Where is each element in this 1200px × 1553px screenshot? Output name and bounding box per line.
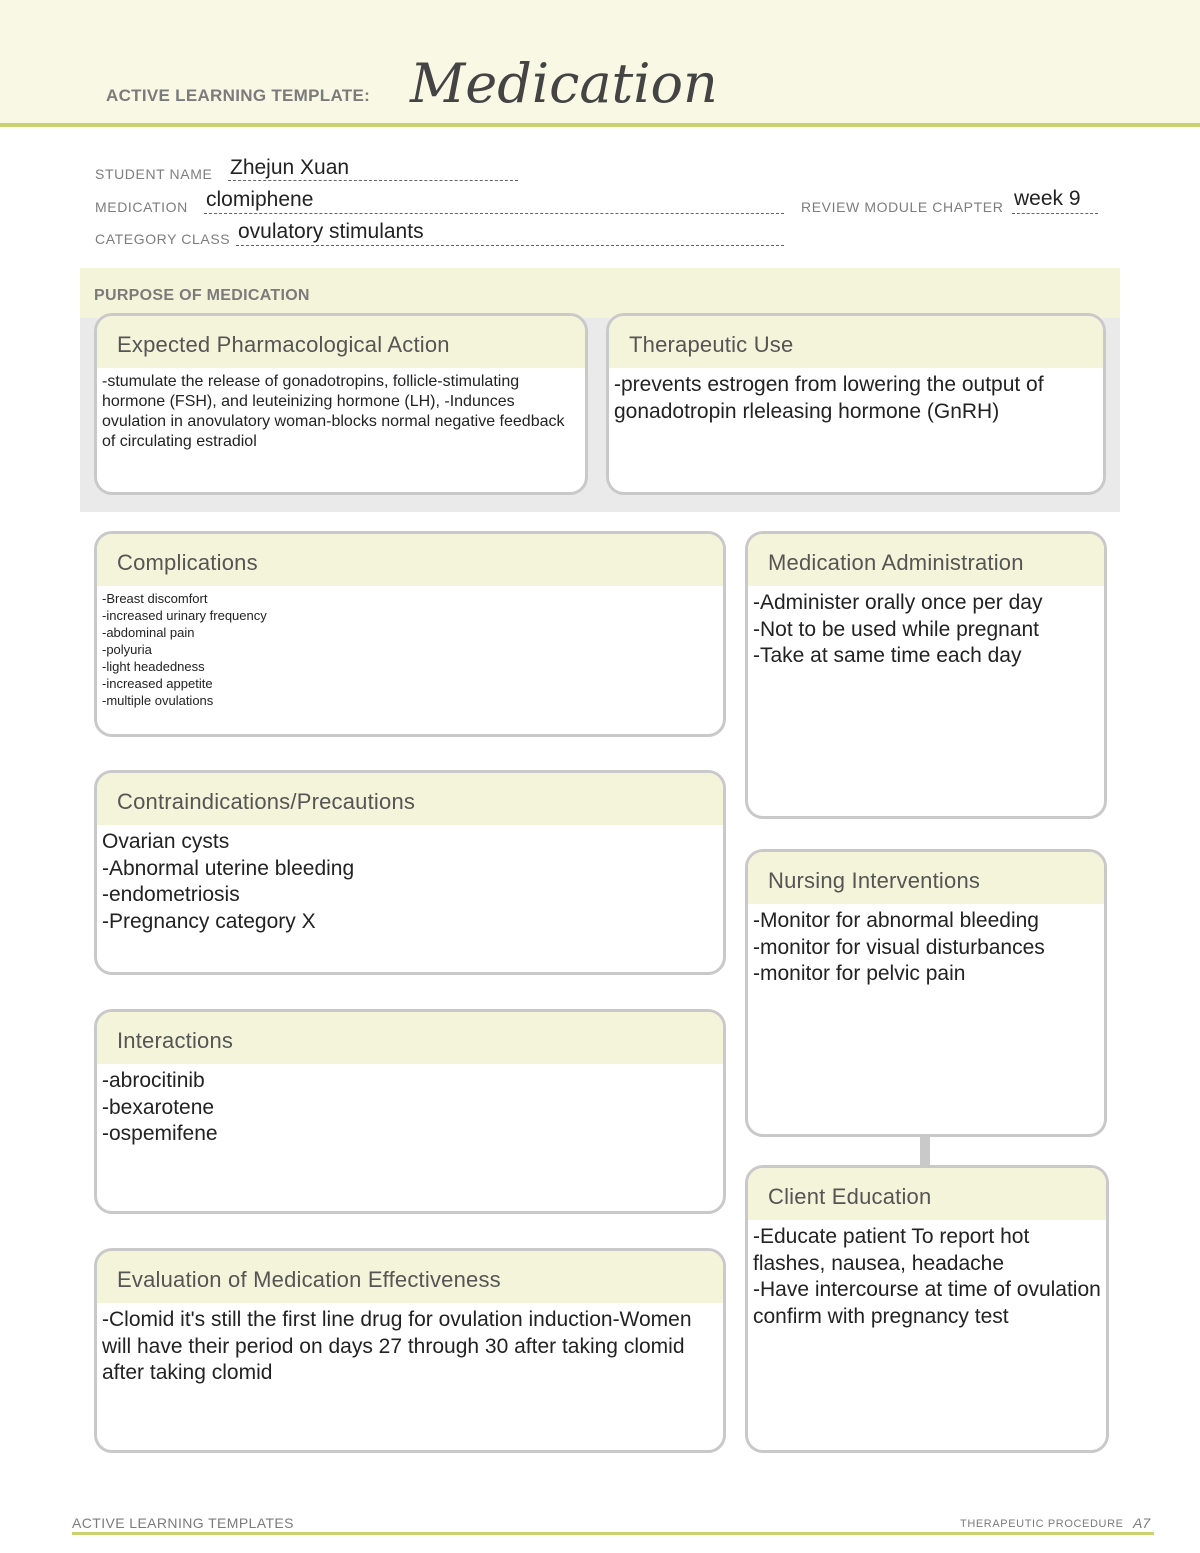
footer-rule [72,1532,1154,1535]
interactions-header [97,1012,723,1064]
therapeutic-use-text[interactable]: -prevents estrogen from lowering the output of gonadotropin rleleasing hormone (GnRH) [614,373,1044,423]
nursing-interventions-title: Nursing Interventions [768,868,981,893]
footer-left: ACTIVE LEARNING TEMPLATES [72,1515,294,1531]
page-title: Medication [410,52,718,115]
complications-title: Complications [117,550,258,575]
medication-line [204,213,784,214]
review-module-value[interactable]: week 9 [1014,187,1081,210]
student-name-line [228,180,518,181]
complications-header [97,534,723,586]
student-name-value[interactable]: Zhejun Xuan [230,156,350,179]
complications-text[interactable]: -Breast discomfort -increased urinary frequency -abdominal pain -polyuria -light headedness -increased appetite -multiple ovulations [102,591,267,708]
template-label: ACTIVE LEARNING TEMPLATE: [106,86,371,105]
client-education-header [748,1168,1106,1220]
medication-label: MEDICATION [95,199,188,215]
expected-action-box [94,313,588,495]
therapeutic-use-header [609,316,1103,368]
review-module-line [1012,213,1098,214]
footer-right: THERAPEUTIC PROCEDURE [960,1518,1124,1530]
expected-action-title: Expected Pharmacological Action [117,332,450,357]
contraindications-title: Contraindications/Precautions [117,789,416,814]
interactions-title: Interactions [117,1028,234,1053]
contraindications-box [94,770,726,975]
nursing-interventions-text[interactable]: -Monitor for abnormal bleeding -monitor for visual disturbances -monitor for pelvic pain [753,909,1045,985]
category-class-line [236,245,784,246]
evaluation-header [97,1251,723,1303]
header-rule [0,123,1200,127]
therapeutic-use-box [606,313,1106,495]
interactions-text[interactable]: -abrocitinib -bexarotene -ospemifene [102,1069,218,1145]
evaluation-box [94,1248,726,1453]
client-education-box [745,1165,1109,1453]
contraindications-header [97,773,723,825]
category-class-label: CATEGORY CLASS [95,231,231,247]
nursing-interventions-header [748,852,1104,904]
purpose-title: PURPOSE OF MEDICATION [94,287,310,304]
expected-action-text[interactable]: -stumulate the release of gonadotropins, follicle-stimulating hormone (FSH), and leuteinizing hormone (LH), -Indunces ovulation in anovulatory woman-blocks normal negative feedback of circulating estradiol [102,373,565,450]
nursing-interventions-box [745,849,1107,1137]
review-module-label: REVIEW MODULE CHAPTER [801,199,1004,215]
footer-page-number: A7 [1133,1515,1151,1531]
evaluation-title: Evaluation of Medication Effectiveness [117,1267,501,1292]
expected-action-header [97,316,585,368]
medication-value[interactable]: clomiphene [206,188,314,211]
student-name-label: STUDENT NAME [95,166,213,182]
interactions-box [94,1009,726,1214]
medication-administration-text[interactable]: -Administer orally once per day -Not to be used while pregnant -Take at same time each day [753,591,1043,667]
client-education-text[interactable]: -Educate patient To report hot flashes, nausea, headache -Have intercourse at time of ovulation confirm with pregnancy test [753,1225,1101,1328]
therapeutic-use-title: Therapeutic Use [629,332,794,357]
contraindications-text[interactable]: Ovarian cysts -Abnormal uterine bleeding -endometriosis -Pregnancy category X [102,830,355,933]
box-connector [920,1134,930,1166]
complications-box [94,531,726,737]
medication-administration-box [745,531,1107,819]
evaluation-text[interactable]: -Clomid it's still the first line drug for ovulation induction-Women will have their period on days 27 through 30 after taking clomid after taking clomid [102,1308,692,1384]
client-education-title: Client Education [768,1184,932,1209]
medication-administration-title: Medication Administration [768,550,1024,575]
medication-administration-header [748,534,1104,586]
category-class-value[interactable]: ovulatory stimulants [238,220,424,243]
